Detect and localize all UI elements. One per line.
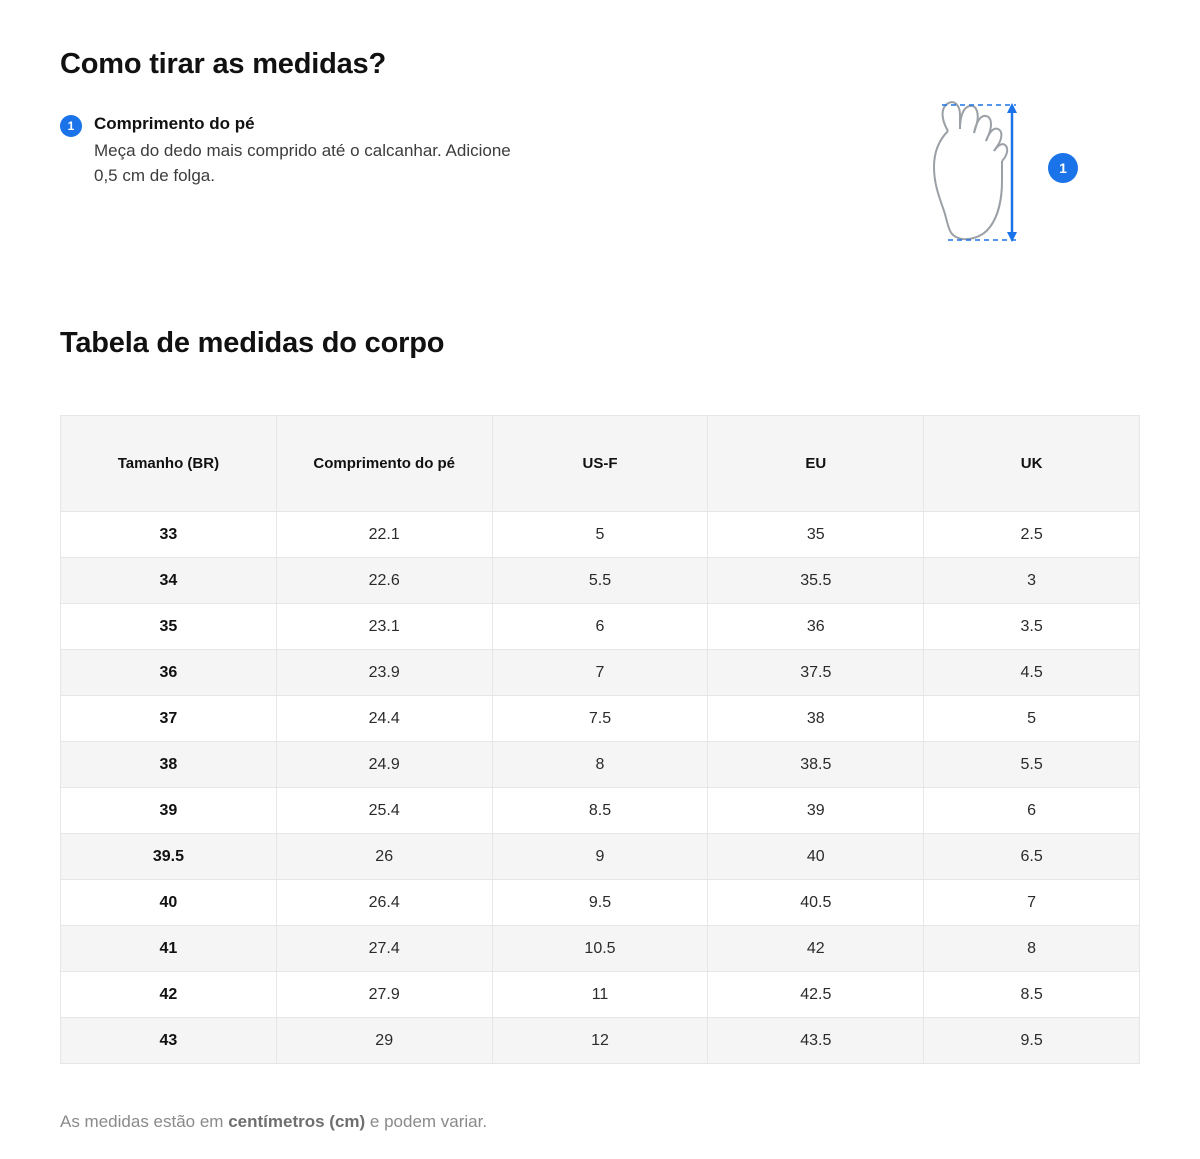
cell-uk: 8 <box>924 926 1140 972</box>
cell-uk: 2.5 <box>924 512 1140 558</box>
cell-us-f: 8 <box>492 742 708 788</box>
cell-tamanho-br: 33 <box>61 512 277 558</box>
cell-tamanho-br: 35 <box>61 604 277 650</box>
cell-eu: 42 <box>708 926 924 972</box>
table-row <box>61 1018 1140 1064</box>
cell-us-f: 7 <box>492 650 708 696</box>
cell-us-f: 10.5 <box>492 926 708 972</box>
cell-uk: 7 <box>924 880 1140 926</box>
table-row <box>61 972 1140 1018</box>
cell-eu: 42.5 <box>708 972 924 1018</box>
cell-comprimento: 24.9 <box>276 742 492 788</box>
cell-eu: 35.5 <box>708 558 924 604</box>
table-row <box>61 696 1140 742</box>
footnote-suffix: e podem variar. <box>365 1112 488 1131</box>
cell-comprimento: 29 <box>276 1018 492 1064</box>
cell-comprimento: 24.4 <box>276 696 492 742</box>
column-header-eu: EU <box>708 416 924 512</box>
step-number-badge: 1 <box>60 115 82 137</box>
cell-comprimento: 22.6 <box>276 558 492 604</box>
cell-tamanho-br: 39.5 <box>61 834 277 880</box>
step-description: Meça do dedo mais comprido até o calcanhar. Adicione 0,5 cm de folga. <box>94 141 511 185</box>
measure-step-1 <box>60 113 514 188</box>
column-header-comprimento-do-pe: Comprimento do pé <box>276 416 492 512</box>
cell-us-f: 5 <box>492 512 708 558</box>
cell-tamanho-br: 37 <box>61 696 277 742</box>
cell-uk: 6.5 <box>924 834 1140 880</box>
cell-comprimento: 27.9 <box>276 972 492 1018</box>
cell-us-f: 11 <box>492 972 708 1018</box>
table-row <box>61 604 1140 650</box>
cell-comprimento: 23.1 <box>276 604 492 650</box>
cell-us-f: 5.5 <box>492 558 708 604</box>
cell-eu: 38.5 <box>708 742 924 788</box>
cell-tamanho-br: 42 <box>61 972 277 1018</box>
figure-number-badge: 1 <box>1048 153 1078 183</box>
cell-tamanho-br: 41 <box>61 926 277 972</box>
table-row <box>61 742 1140 788</box>
table-row <box>61 788 1140 834</box>
cell-tamanho-br: 40 <box>61 880 277 926</box>
table-row <box>61 834 1140 880</box>
cell-eu: 40 <box>708 834 924 880</box>
step-text <box>94 113 514 188</box>
cell-us-f: 12 <box>492 1018 708 1064</box>
cell-uk: 8.5 <box>924 972 1140 1018</box>
table-row <box>61 558 1140 604</box>
cell-uk: 9.5 <box>924 1018 1140 1064</box>
table-row <box>61 880 1140 926</box>
cell-eu: 35 <box>708 512 924 558</box>
cell-uk: 6 <box>924 788 1140 834</box>
table-body <box>61 512 1140 1064</box>
column-header-tamanho-br: Tamanho (BR) <box>61 416 277 512</box>
cell-eu: 40.5 <box>708 880 924 926</box>
cell-tamanho-br: 38 <box>61 742 277 788</box>
cell-uk: 5.5 <box>924 742 1140 788</box>
cell-eu: 38 <box>708 696 924 742</box>
step-title: Comprimento do pé <box>94 114 255 133</box>
cell-us-f: 7.5 <box>492 696 708 742</box>
cell-tamanho-br: 34 <box>61 558 277 604</box>
measurement-footnote <box>60 1112 1140 1132</box>
cell-us-f: 8.5 <box>492 788 708 834</box>
column-header-us-f: US-F <box>492 416 708 512</box>
size-table <box>60 415 1140 1064</box>
cell-comprimento: 26 <box>276 834 492 880</box>
cell-tamanho-br: 36 <box>61 650 277 696</box>
cell-eu: 36 <box>708 604 924 650</box>
foot-measurement-figure <box>890 95 1067 255</box>
table-row <box>61 650 1140 696</box>
cell-comprimento: 23.9 <box>276 650 492 696</box>
cell-uk: 3 <box>924 558 1140 604</box>
cell-comprimento: 27.4 <box>276 926 492 972</box>
cell-uk: 5 <box>924 696 1140 742</box>
table-row <box>61 512 1140 558</box>
foot-outline-icon <box>890 95 1030 255</box>
table-header <box>61 416 1140 512</box>
cell-us-f: 9 <box>492 834 708 880</box>
table-header-row <box>61 416 1140 512</box>
cell-us-f: 9.5 <box>492 880 708 926</box>
cell-eu: 37.5 <box>708 650 924 696</box>
footnote-prefix: As medidas estão em <box>60 1112 229 1131</box>
how-to-measure-section <box>60 113 1140 255</box>
cell-us-f: 6 <box>492 604 708 650</box>
table-row <box>61 926 1140 972</box>
size-table-title: Tabela de medidas do corpo <box>60 327 445 359</box>
cell-tamanho-br: 39 <box>61 788 277 834</box>
how-to-measure-title: Como tirar as medidas? <box>60 48 386 80</box>
cell-comprimento: 26.4 <box>276 880 492 926</box>
cell-tamanho-br: 43 <box>61 1018 277 1064</box>
cell-comprimento: 25.4 <box>276 788 492 834</box>
cell-comprimento: 22.1 <box>276 512 492 558</box>
cell-uk: 3.5 <box>924 604 1140 650</box>
cell-eu: 39 <box>708 788 924 834</box>
cell-uk: 4.5 <box>924 650 1140 696</box>
footnote-emphasis: centímetros (cm) <box>228 1112 366 1131</box>
column-header-uk: UK <box>924 416 1140 512</box>
cell-eu: 43.5 <box>708 1018 924 1064</box>
